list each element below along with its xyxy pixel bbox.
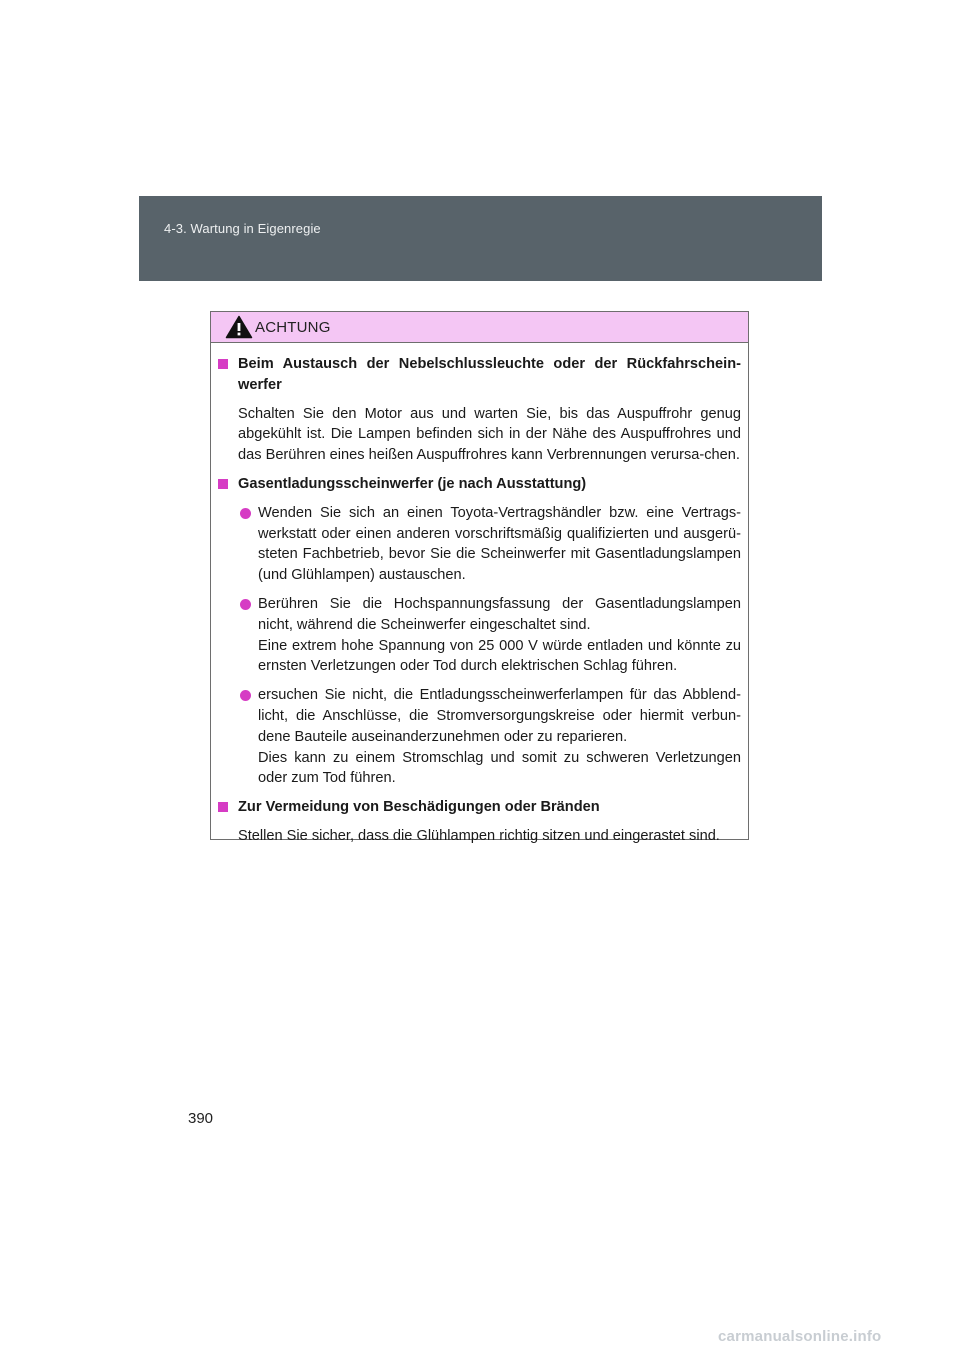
list-item-consequence: Eine extrem hohe Spannung von 25 000 V würde entladen und könnte zu ernsten Verletzungen oder Tod durch elektrischen Schlag führen. xyxy=(258,637,741,675)
list-item-text: Berühren Sie die Hochspannungsfassung der Gasentladungslampen nicht, während die Scheinwerfer eingeschaltet sind. xyxy=(258,595,741,633)
watermark-logo: carmanualsonline.info xyxy=(718,1328,882,1345)
list-item-text: Wenden Sie sich an einen Toyota-Vertragshändler bzw. eine Vertrags-werkstatt oder einen anderen vorschriftsmäßig qualifizierten und ausgerü-steten Fachbetrieb, bevor Sie die Scheinwerfer mit Gasentladungslampen (und Glühlampen) austauschen. xyxy=(258,504,741,584)
section-text: Stellen Sie sicher, dass die Glühlampen richtig sitzen und eingerastet sind. xyxy=(238,827,720,844)
warning-body xyxy=(211,343,748,847)
square-bullet-icon xyxy=(218,479,228,489)
section-heading: Beim Austausch der Nebelschlussleuchte oder der Rückfahrschein-werfer xyxy=(238,356,741,393)
square-bullet-icon xyxy=(218,802,228,812)
list-item-text: ersuchen Sie nicht, die Entladungsscheinwerferlampen für das Abblend-licht, die Anschlüsse, die Stromversorgungskreise oder hiermit verbun-dene Bauteile auseinanderzunehmen oder zu reparieren. xyxy=(258,687,741,745)
round-bullet-icon xyxy=(240,690,251,701)
warning-title: ACHTUNG xyxy=(255,319,331,336)
warning-triangle-icon xyxy=(225,315,253,339)
section-heading: Gasentladungsscheinwerfer (je nach Ausstattung) xyxy=(238,475,587,492)
section-heading: Zur Vermeidung von Beschädigungen oder Bränden xyxy=(238,799,600,816)
list-item xyxy=(238,685,741,789)
section-text: Schalten Sie den Motor aus und warten Sie, bis das Auspuffrohr genug abgekühlt ist. Die Lampen befinden sich in der Nähe des Auspuffrohres und das Berühren eines heißen Auspuffrohres kann Verbrennungen verursa-chen. xyxy=(238,405,741,464)
page-number: 390 xyxy=(188,1110,214,1127)
list-item xyxy=(238,594,741,677)
square-bullet-icon xyxy=(218,359,228,369)
warning-header xyxy=(211,312,748,343)
warning-section-damage-fire xyxy=(218,797,741,847)
section-title: 4-3. Wartung in Eigenregie xyxy=(164,221,321,236)
warning-box xyxy=(210,311,749,844)
round-bullet-icon xyxy=(240,599,251,610)
section-header-band xyxy=(139,196,822,281)
warning-section-discharge-headlights xyxy=(218,474,741,789)
round-bullet-icon xyxy=(240,508,251,519)
list-item xyxy=(238,503,741,586)
warning-section-fog-reverse-lamps xyxy=(218,354,741,466)
list-item-consequence: Dies kann zu einem Stromschlag und somit zu schweren Verletzungen oder zum Tod führen. xyxy=(258,749,741,787)
